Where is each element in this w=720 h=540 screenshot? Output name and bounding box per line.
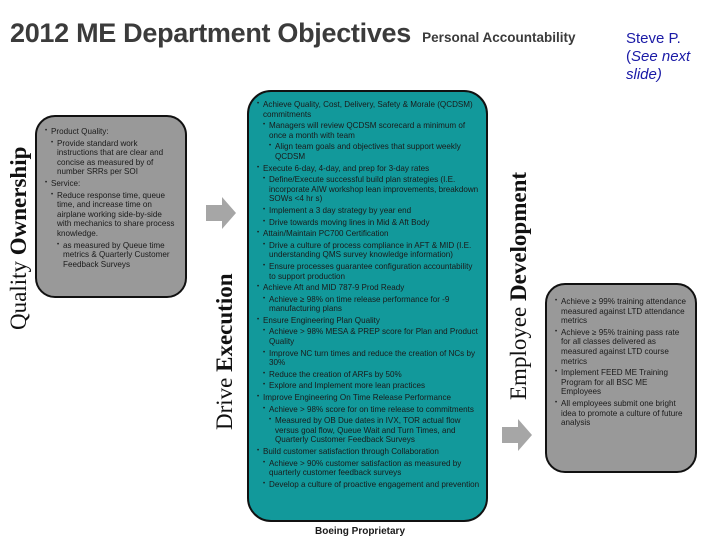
label-quality-ownership: Quality Ownership (6, 146, 31, 330)
list-item: • Achieve ≥ 98% on time release performance for -9 manufacturing plans (263, 295, 480, 314)
list-item: • Attain/Maintain PC700 Certification (257, 229, 480, 239)
arrow-right-icon (500, 418, 534, 452)
list-item: • Service: (45, 179, 177, 189)
footer-proprietary: Boeing Proprietary (314, 526, 406, 537)
page-title (10, 18, 575, 49)
arrow-right-icon (204, 196, 238, 230)
author-note (626, 30, 718, 84)
list-item: • Achieve Quality, Cost, Delivery, Safety & Morale (QCDSM) commitments (257, 100, 480, 119)
list-item: • Managers will review QCDSM scorecard a minimum of once a month with team (263, 121, 480, 140)
list-item: • Achieve > 98% MESA & PREP score for Plan and Product Quality (263, 327, 480, 346)
quality-ownership-box (35, 115, 187, 298)
employee-development-box (545, 283, 697, 473)
list-item: • Reduce response time, queue time, and increase time on airplane working side-by-side with mechanics to share process knowledge. (51, 191, 177, 239)
list-item: • Achieve > 98% score for on time release to commitments (263, 405, 480, 415)
list-item: • Align team goals and objectives that support weekly QCDSM (269, 142, 480, 161)
author-note-text: See next slide) (626, 48, 691, 83)
list-item: • Explore and Implement more lean practices (263, 381, 480, 391)
quality-list (45, 127, 177, 269)
title-main: 2012 ME Department Objectives (10, 18, 411, 48)
list-item: • Implement a 3 day strategy by year end (263, 206, 480, 216)
employee-list (555, 297, 687, 428)
list-item: • Ensure processes guarantee configuration accountability to support production (263, 262, 480, 281)
author-name: Steve P. (626, 30, 681, 47)
title-subtitle: Personal Accountability (422, 30, 576, 45)
list-item: • Define/Execute successful build plan strategies (I.E. incorporate AIW workshop lean improvements, breakdown SOWs <4 hr s) (263, 175, 480, 204)
list-item: • All employees submit one bright idea to promote a culture of future analysis (555, 399, 687, 428)
list-item: • Drive towards moving lines in Mid & Aft Body (263, 218, 480, 228)
list-item: • Achieve Aft and MID 787-9 Prod Ready (257, 283, 480, 293)
list-item: • Achieve ≥ 95% training pass rate for all classes delivered as measured against LTD course metrics (555, 328, 687, 366)
list-item: • Execute 6-day, 4-day, and prep for 3-day rates (257, 164, 480, 174)
label-employee-development: Employee Development (506, 171, 531, 400)
list-item: • Reduce the creation of ARFs by 50% (263, 370, 480, 380)
list-item: • Measured by OB Due dates in IVX, TOR actual flow versus goal flow, Queue Wait and Turn Times, and Quarterly Customer Feedback Surveys (269, 416, 480, 445)
list-item: • Achieve > 90% customer satisfaction as measured by quarterly customer feedback surveys (263, 459, 480, 478)
drive-execution-box (247, 90, 488, 522)
author-note-paren: ( (626, 48, 631, 65)
list-item: • as measured by Queue time metrics & Quarterly Customer Feedback Surveys (57, 241, 177, 270)
list-item: • Ensure Engineering Plan Quality (257, 316, 480, 326)
list-item: • Improve Engineering On Time Release Performance (257, 393, 480, 403)
label-drive-execution: Drive Execution (212, 273, 237, 430)
list-item: • Drive a culture of process compliance in AFT & MID (I.E. understanding QMS survey knowledge information) (263, 241, 480, 260)
list-item: • Provide standard work instructions that are clear and concise as measured by of number SRRs per SOI (51, 139, 177, 177)
list-item: • Achieve ≥ 99% training attendance measured against LTD attendance metrics (555, 297, 687, 326)
list-item: • Product Quality: (45, 127, 177, 137)
list-item: • Implement FEED ME Training Program for all BSC ME Employees (555, 368, 687, 397)
list-item: • Develop a culture of proactive engagement and prevention (263, 480, 480, 490)
list-item: • Build customer satisfaction through Collaboration (257, 447, 480, 457)
list-item: • Improve NC turn times and reduce the creation of NCs by 30% (263, 349, 480, 368)
drive-list (257, 100, 480, 489)
